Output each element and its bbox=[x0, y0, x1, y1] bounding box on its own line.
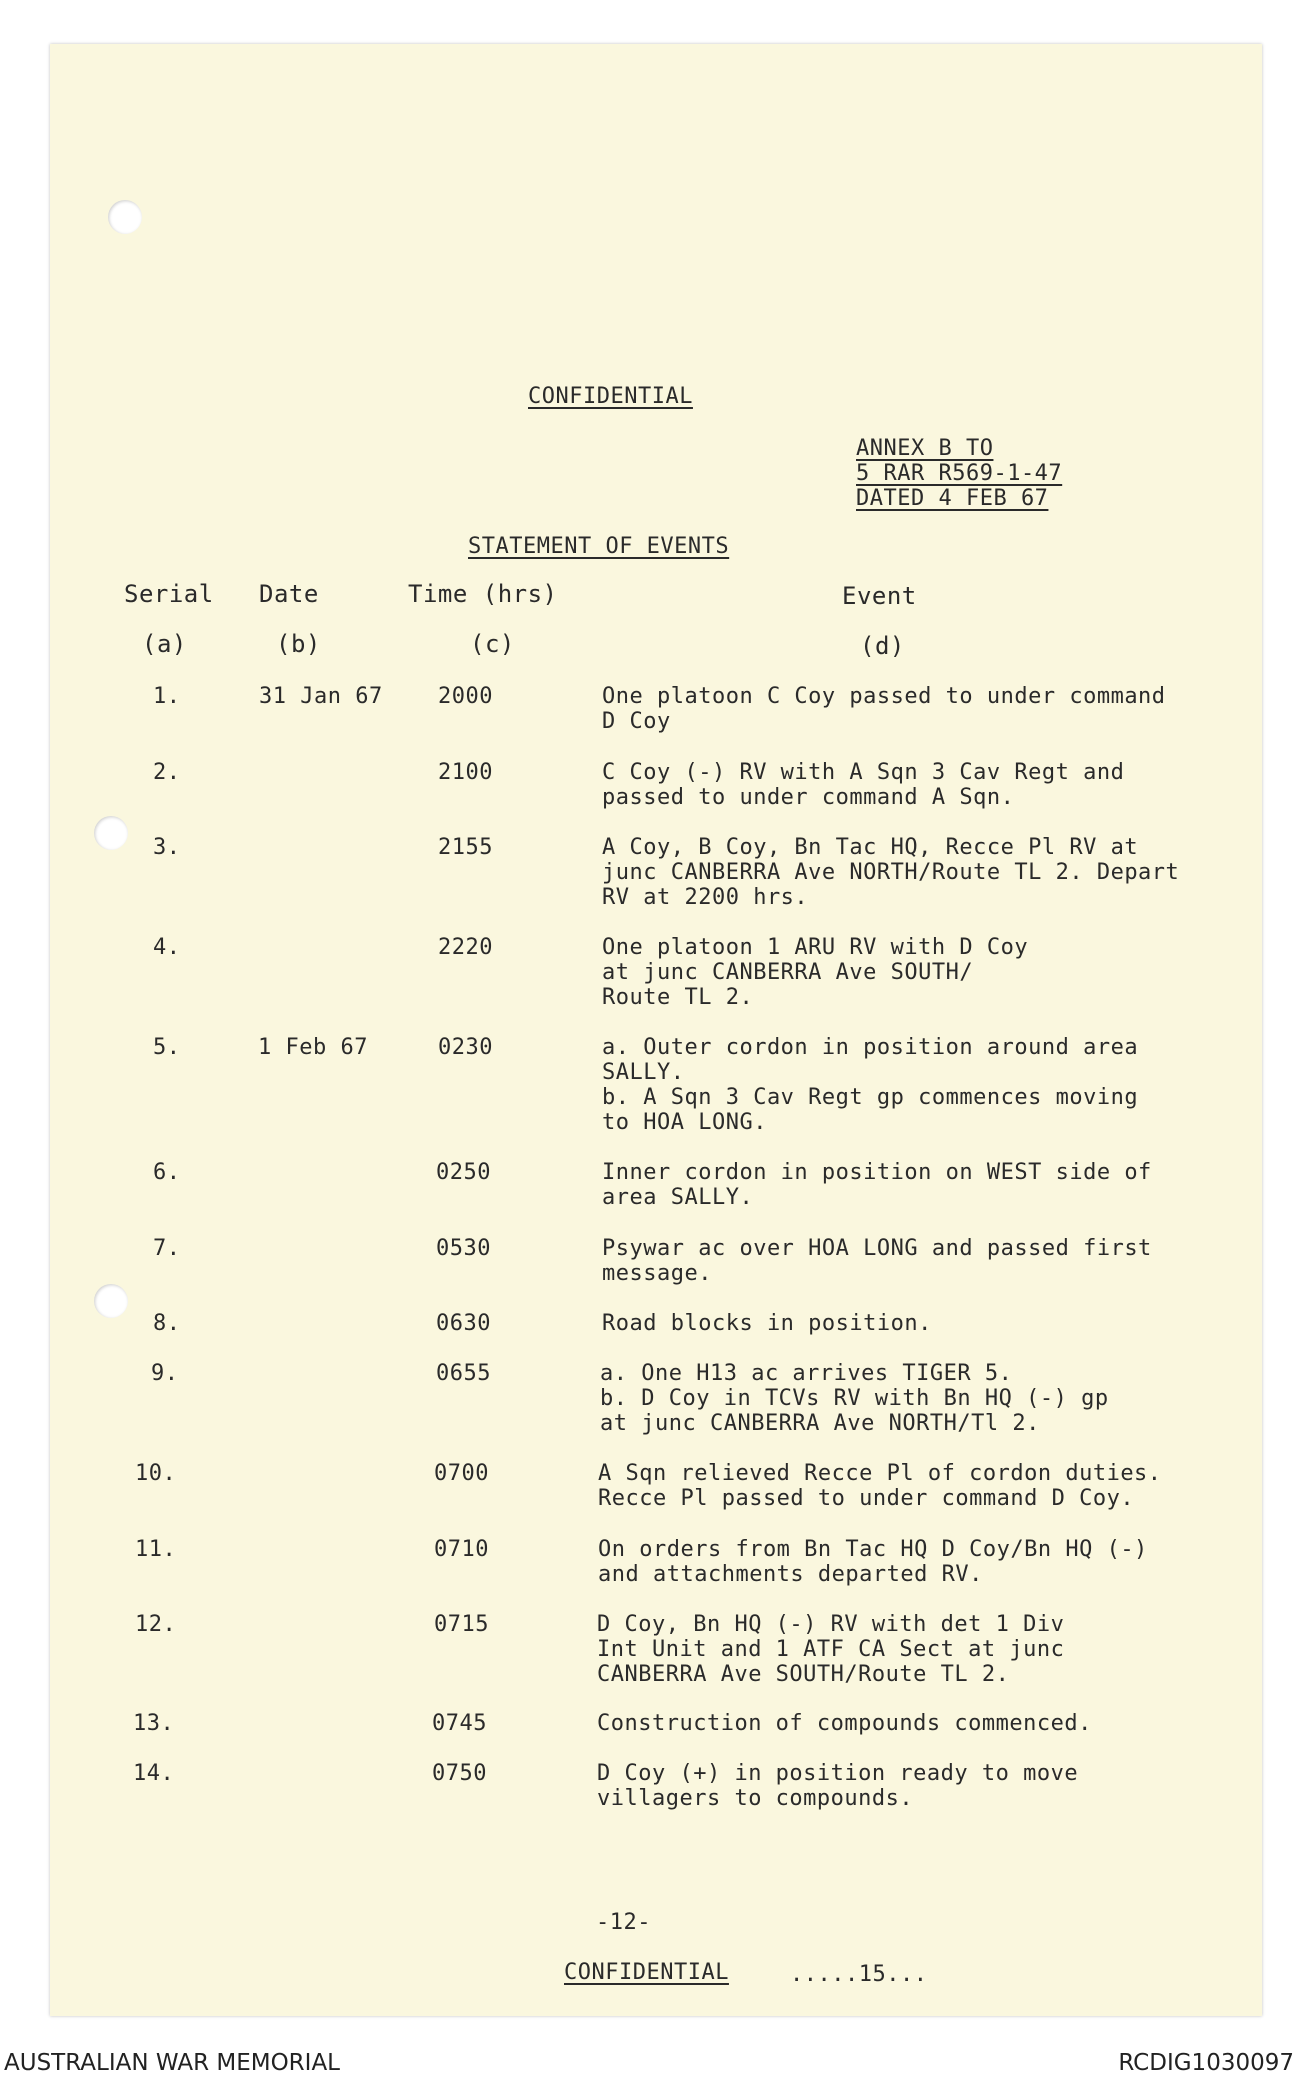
row-time: 0750 bbox=[432, 1761, 487, 1786]
punch-hole-middle bbox=[94, 816, 128, 850]
col-event-code: (d) bbox=[860, 632, 905, 660]
row-event: Construction of compounds commenced. bbox=[597, 1711, 1092, 1736]
row-time: 0710 bbox=[434, 1537, 489, 1562]
col-date-header: Date bbox=[259, 580, 319, 608]
row-serial: 1. bbox=[153, 684, 181, 709]
row-serial: 10. bbox=[135, 1461, 177, 1486]
row-serial: 7. bbox=[153, 1236, 181, 1261]
row-serial: 4. bbox=[153, 935, 181, 960]
row-time: 2100 bbox=[438, 760, 493, 785]
annex-line-3: DATED 4 FEB 67 bbox=[856, 486, 1049, 511]
row-event: Psywar ac over HOA LONG and passed first message. bbox=[602, 1236, 1152, 1286]
col-event-header: Event bbox=[842, 582, 917, 610]
row-date: 1 Feb 67 bbox=[258, 1035, 368, 1060]
row-serial: 12. bbox=[135, 1612, 177, 1637]
col-serial-header: Serial bbox=[124, 580, 214, 608]
row-event: D Coy, Bn HQ (-) RV with det 1 Div Int Unit and 1 ATF CA Sect at junc CANBERRA Ave SOUTH/Route TL 2. bbox=[597, 1612, 1065, 1687]
punch-hole-top bbox=[108, 200, 142, 234]
row-serial: 9. bbox=[151, 1361, 179, 1386]
row-time: 0250 bbox=[436, 1160, 491, 1185]
row-time: 0230 bbox=[438, 1035, 493, 1060]
row-event: A Coy, B Coy, Bn Tac HQ, Recce Pl RV at junc CANBERRA Ave NORTH/Route TL 2. Depart RV at 2200 hrs. bbox=[602, 835, 1180, 910]
row-time: 0630 bbox=[436, 1311, 491, 1336]
annex-line-1: ANNEX B TO bbox=[856, 436, 994, 461]
col-date-code: (b) bbox=[276, 630, 321, 658]
row-serial: 6. bbox=[153, 1160, 181, 1185]
row-event: a. One H13 ac arrives TIGER 5. b. D Coy in TCVs RV with Bn HQ (-) gp at junc CANBERRA Ave NORTH/Tl 2. bbox=[600, 1361, 1109, 1436]
row-serial: 11. bbox=[135, 1537, 177, 1562]
row-time: 2155 bbox=[438, 835, 493, 860]
row-date: 31 Jan 67 bbox=[259, 684, 383, 709]
col-serial-code: (a) bbox=[142, 630, 187, 658]
row-event: Road blocks in position. bbox=[602, 1311, 932, 1336]
punch-hole-bottom bbox=[94, 1284, 128, 1318]
row-time: 2220 bbox=[438, 935, 493, 960]
row-time: 0655 bbox=[436, 1361, 491, 1386]
row-event: Inner cordon in position on WEST side of area SALLY. bbox=[602, 1160, 1152, 1210]
document-title: STATEMENT OF EVENTS bbox=[468, 534, 730, 559]
row-serial: 3. bbox=[153, 835, 181, 860]
archive-footer-right: RCDIG1030097 bbox=[1118, 2050, 1294, 2076]
row-serial: 8. bbox=[153, 1311, 181, 1336]
row-time: 0715 bbox=[434, 1612, 489, 1637]
row-serial: 5. bbox=[153, 1035, 181, 1060]
row-event: D Coy (+) in position ready to move villagers to compounds. bbox=[597, 1761, 1079, 1811]
col-time-code: (c) bbox=[470, 630, 515, 658]
row-time: 0745 bbox=[432, 1711, 487, 1736]
row-event: A Sqn relieved Recce Pl of cordon duties. Recce Pl passed to under command D Coy. bbox=[598, 1461, 1162, 1511]
classification-top: CONFIDENTIAL bbox=[528, 384, 693, 409]
row-serial: 2. bbox=[153, 760, 181, 785]
row-event: One platoon 1 ARU RV with D Coy at junc CANBERRA Ave SOUTH/ Route TL 2. bbox=[602, 935, 1029, 1010]
row-event: On orders from Bn Tac HQ D Coy/Bn HQ (-) and attachments departed RV. bbox=[598, 1537, 1148, 1587]
col-time-header: Time (hrs) bbox=[408, 580, 558, 608]
archive-footer-left: AUSTRALIAN WAR MEMORIAL bbox=[4, 2050, 340, 2076]
row-time: 0700 bbox=[434, 1461, 489, 1486]
row-serial: 13. bbox=[133, 1711, 175, 1736]
row-event: C Coy (-) RV with A Sqn 3 Cav Regt and passed to under command A Sqn. bbox=[602, 760, 1125, 810]
row-event: a. Outer cordon in position around area SALLY. b. A Sqn 3 Cav Regt gp commences moving to HOA LONG. bbox=[602, 1035, 1139, 1135]
row-serial: 14. bbox=[133, 1761, 175, 1786]
classification-bottom: CONFIDENTIAL bbox=[564, 1960, 729, 1985]
annex-line-2: 5 RAR R569-1-47 bbox=[856, 461, 1063, 486]
row-time: 0530 bbox=[436, 1236, 491, 1261]
row-time: 2000 bbox=[438, 684, 493, 709]
continuation-marker: .....15... bbox=[790, 1962, 928, 1987]
page-number: -12- bbox=[596, 1910, 651, 1935]
row-event: One platoon C Coy passed to under command D Coy bbox=[602, 684, 1166, 734]
